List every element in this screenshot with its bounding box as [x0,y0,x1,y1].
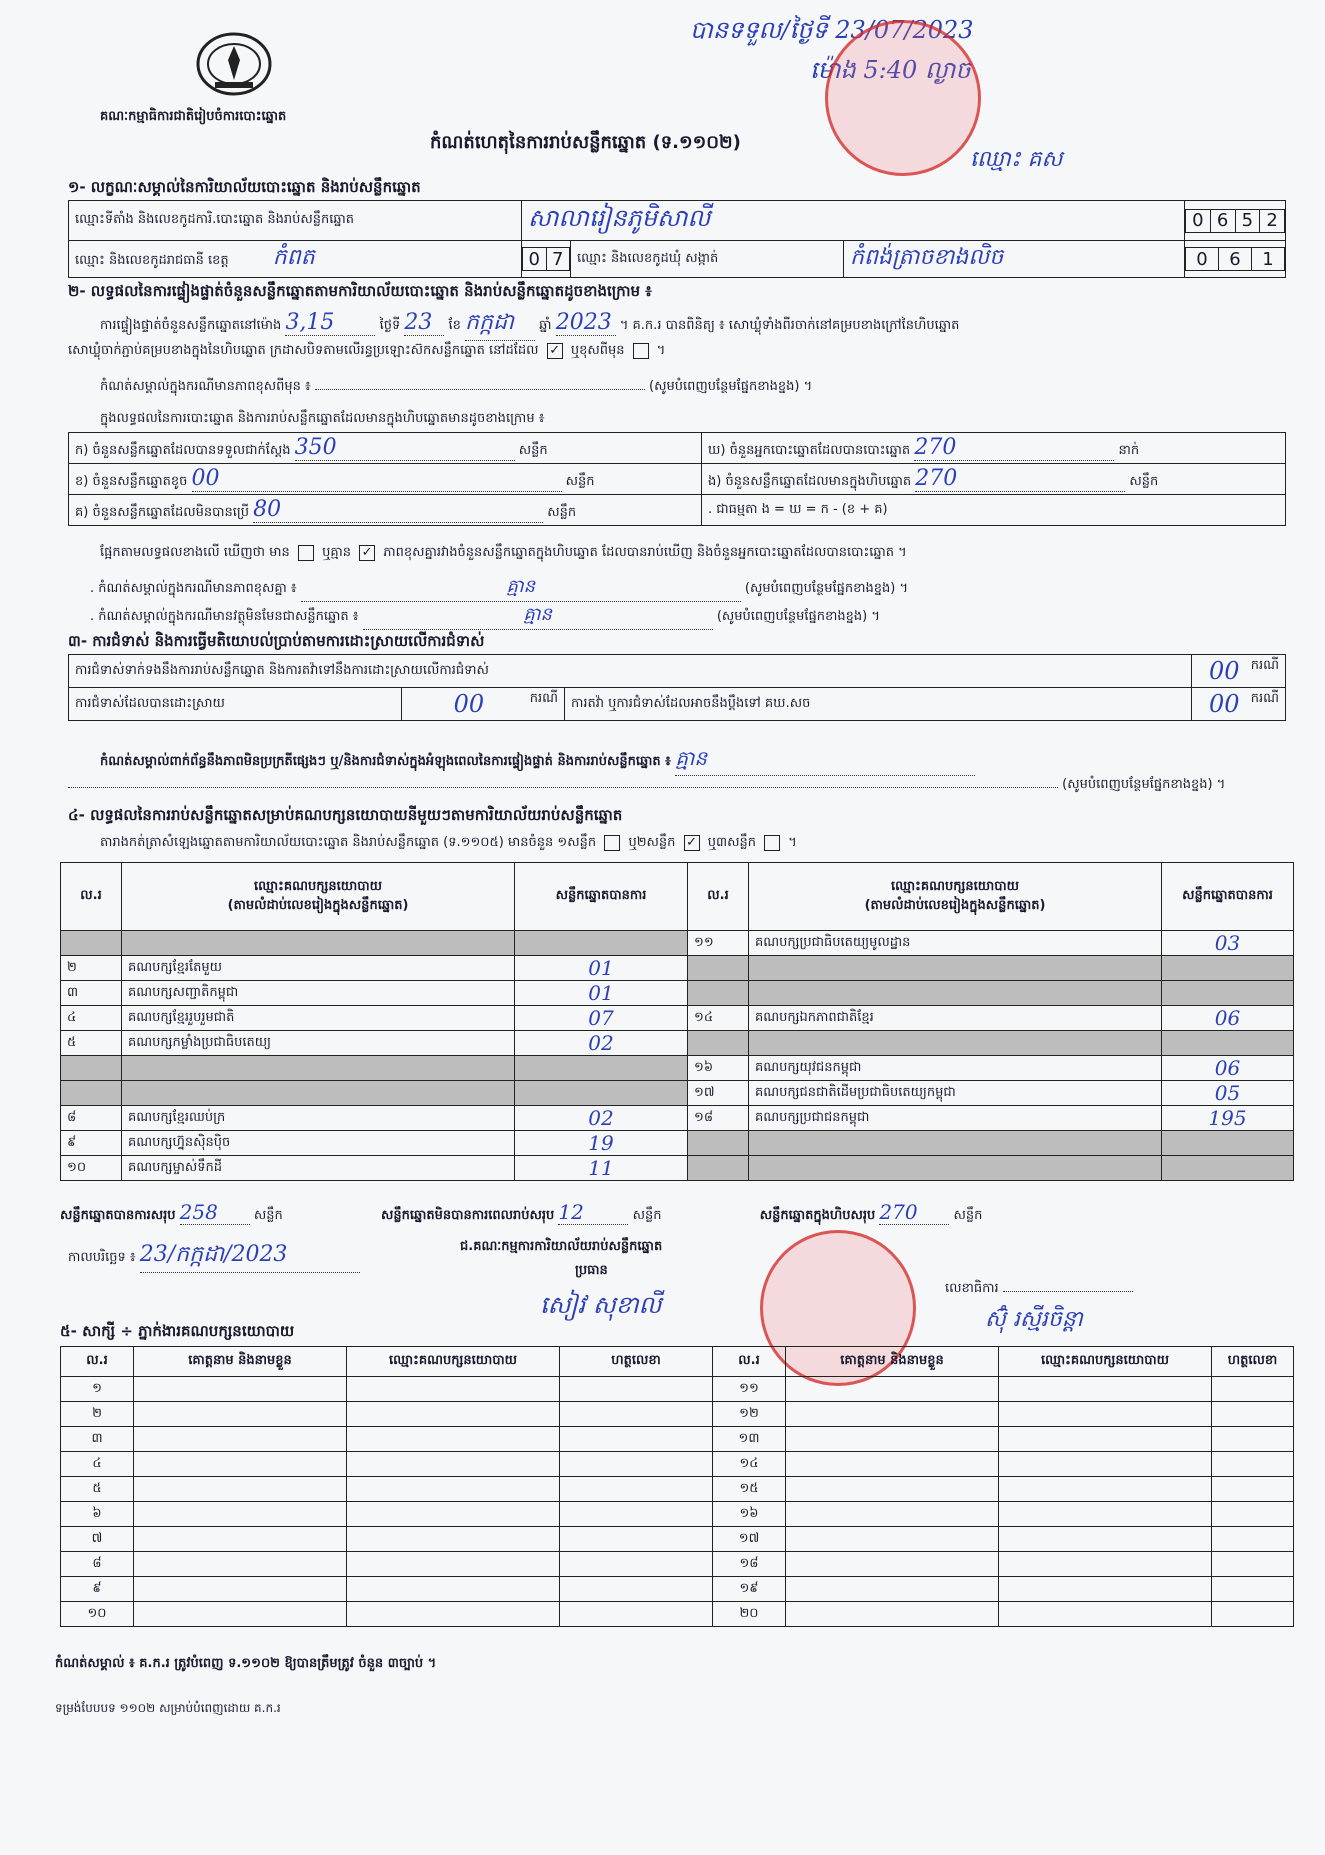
party-name [749,1131,1162,1156]
party-no [61,1081,122,1106]
page-title: កំណត់ហេតុនៃការរាប់សន្លឹកឆ្នោត (ទ.១១០២) [430,132,741,153]
has-diff-checkbox[interactable] [298,545,314,561]
col-party: ឈ្មោះគណបក្សនយោបាយ [347,1347,560,1377]
witness-no: ៤ [61,1452,134,1477]
party-name [122,1056,515,1081]
witness-cell[interactable] [999,1502,1212,1527]
witness-row [61,1502,1294,1527]
party-row [61,1056,1294,1081]
witness-cell[interactable] [134,1527,347,1552]
party-row [61,981,1294,1006]
col-votes: សន្លឹកឆ្នោតបានការ [1162,863,1294,931]
col-sign: ហត្ថលេខា [560,1347,713,1377]
witness-cell[interactable] [560,1577,713,1602]
party-votes [1162,1131,1294,1156]
witness-cell[interactable] [134,1552,347,1577]
one-sheet-checkbox[interactable] [604,835,620,851]
witness-no: ៣ [61,1427,134,1452]
party-row [61,1081,1294,1106]
witness-table [60,1346,1294,1627]
committee-title: ជ.គណៈកម្មការការិយាល័យរាប់សន្លឹកឆ្នោត [460,1239,663,1254]
witness-cell[interactable] [1212,1527,1294,1552]
witness-cell[interactable] [134,1602,347,1627]
two-sheet-checkbox[interactable]: ✓ [684,835,700,851]
col-no: ល.រ [688,863,749,931]
total-box-value: 270 [879,1200,949,1225]
discrepancy-line: ផ្អែកតាមលទ្ធផលខាងលើ ឃើញថា មាន ឬគ្មាន ✓ ភាពខុសគ្នារវាងចំនួនសន្លឹកឆ្នោតក្នុងហិបឆ្នោត ដែលបានរាប់ឃើញ និងចំនួនអ្នកបោះឆ្នោតដែលបានបោះឆ្នោត ។ [100,544,907,560]
col-party: ឈ្មោះគណបក្សនយោបាយ (តាមលំដាប់លេខរៀងក្នុងសន្លឹកឆ្នោត) [122,863,515,931]
party-name [749,981,1162,1006]
party-name: គណបក្សសញ្ជាតិកម្ពុជា [122,981,515,1006]
lock-line: សោឃ្លុំចាក់ភ្ជាប់គម្របខាងក្នុងនៃហិបឆ្នោត ក្រដាសបិទតាមលើរន្ធប្រឡោះស៊កសន្លឹកឆ្នោត នៅដដែល ✓ ឬខុសពីមុន ។ [68,342,666,358]
received-time: ម៉ោង 5:40 ល្ងាច [810,56,971,84]
objection-label: ការជំទាស់ទាក់ទងនឹងការរាប់សន្លឹកឆ្នោត និងការតវ៉ាទៅនឹងការដោះស្រាយលើការជំទាស់ [69,655,1192,688]
party-no: ៥ [61,1031,122,1056]
witness-cell[interactable] [999,1602,1212,1627]
witness-cell[interactable] [786,1577,999,1602]
party-votes: 06 [1162,1006,1294,1031]
witness-cell[interactable] [560,1402,713,1427]
party-name [749,1156,1162,1181]
section1-heading: ១- លក្ខណៈសម្គាល់នៃការិយាល័យបោះឆ្នោត និងរាប់សន្លឹកឆ្នោត [68,178,421,196]
box-ballots-value: 270 [915,466,1125,492]
province-code: 0 7 [522,247,570,271]
section4-heading: ៤- លទ្ធផលនៃការរាប់សន្លឹកឆ្នោតសម្រាប់គណបក្សនយោបាយនីមួយៗតាមការិយាល័យរាប់សន្លឹកឆ្នោត [68,806,623,824]
formula: . ជាធម្មតា ង = ឃ = ក - (ខ + គ) [702,495,1286,526]
same-checkbox[interactable]: ✓ [547,343,563,359]
witness-cell[interactable] [999,1402,1212,1427]
witness-cell[interactable] [560,1602,713,1627]
witness-cell[interactable] [560,1477,713,1502]
witness-no: ១៤ [713,1452,786,1477]
official-stamp-top [825,20,981,176]
party-name: គណបក្សខ្មែររួបរួមជាតិ [122,1006,515,1031]
witness-cell[interactable] [1212,1477,1294,1502]
three-sheet-checkbox[interactable] [764,835,780,851]
box-ballots: ង) ចំនួនសន្លឹកឆ្នោតដែលមានក្នុងហិបឆ្នោត 270 សន្លឹក [702,464,1286,495]
witness-row [61,1477,1294,1502]
party-votes: 06 [1162,1056,1294,1081]
witness-cell[interactable] [347,1552,560,1577]
party-row [61,1006,1294,1031]
witness-cell[interactable] [1212,1377,1294,1402]
party-name: គណបក្សខ្មែរឈប់ក្រ [122,1106,515,1131]
party-no: ១៤ [688,1006,749,1031]
party-votes: 19 [515,1131,688,1156]
diff-note: . កំណត់សម្គាល់ក្នុងករណីមានភាពខុសគ្នា ៖ គ្មាន (សូមបំពេញបន្ថែមផ្នែកខាងខ្នង) ។ [90,574,908,602]
witness-cell[interactable] [1212,1452,1294,1477]
chair-signature: សៀវ សុខាលី [540,1291,662,1319]
witness-cell[interactable] [999,1577,1212,1602]
party-no: ១៨ [688,1106,749,1131]
party-votes [1162,1156,1294,1181]
witness-cell[interactable] [786,1602,999,1627]
witness-cell[interactable] [560,1452,713,1477]
col-votes: សន្លឹកឆ្នោតបានការ [515,863,688,931]
witness-cell[interactable] [786,1477,999,1502]
party-votes: 11 [515,1156,688,1181]
witness-cell[interactable] [347,1377,560,1402]
col-party: ឈ្មោះគណបក្សនយោបាយ [999,1347,1212,1377]
witness-cell[interactable] [786,1377,999,1402]
party-no: ១៦ [688,1056,749,1081]
party-no [688,956,749,981]
witness-row [61,1552,1294,1577]
party-votes [515,1081,688,1106]
sheet-count-line: តារាងកត់ត្រាសំឡេងឆ្នោតតាមការិយាល័យបោះឆ្នោត និងរាប់សន្លឹកឆ្នោត (ទ.១១០៥) មានចំនួន ១សន្លឹក ឬ២សន្លឹក ✓ ឬ៣សន្លឹក ។ [100,834,797,850]
location-value: សាលារៀនភូមិសាលី [522,201,1185,241]
party-votes: 02 [515,1031,688,1056]
witness-cell[interactable] [560,1527,713,1552]
resolved-label: ការជំទាស់ដែលបានដោះស្រាយ [69,688,402,721]
appeal-value: 00 ករណី [1191,688,1285,721]
witness-no: ៥ [61,1477,134,1502]
party-votes [515,931,688,956]
party-no: ១០ [61,1156,122,1181]
witness-cell[interactable] [347,1577,560,1602]
location-code: 0 6 5 2 [1185,209,1285,233]
witness-no: ១៦ [713,1502,786,1527]
witness-cell[interactable] [999,1377,1212,1402]
party-results-table [60,862,1294,1181]
witness-row [61,1427,1294,1452]
witness-cell[interactable] [1212,1402,1294,1427]
party-no [688,1031,749,1056]
party-name: គណបក្សម្ចាស់ទឹកដី [122,1156,515,1181]
witness-cell[interactable] [134,1377,347,1402]
witness-no: ១២ [713,1402,786,1427]
emblem-icon [195,30,273,98]
col-no: ល.រ [713,1347,786,1377]
voters-count: ឃ) ចំនួនអ្នកបោះឆ្នោតដែលបានបោះឆ្នោត 270 នាក់ [702,433,1286,464]
province-value: កំពត [272,245,315,270]
witness-cell[interactable] [1212,1602,1294,1627]
col-party: ឈ្មោះគណបក្សនយោបាយ (តាមលំដាប់លេខរៀងក្នុងសន្លឹកឆ្នោត) [749,863,1162,931]
witness-no: ១៩ [713,1577,786,1602]
witness-cell[interactable] [560,1427,713,1452]
section3-heading: ៣- ការជំទាស់ និងការធ្វើមតិយោបល់ប្រាប់តាមការដោះស្រាយលើការជំទាស់ [68,632,485,650]
witness-cell[interactable] [134,1402,347,1427]
witness-cell[interactable] [786,1402,999,1427]
irregularity-note: កំណត់សម្គាល់ពាក់ព័ន្ធនឹងភាពមិនប្រក្រតីផ្សេងៗ ឬ/និងការជំទាស់ក្នុងអំឡុងពេលនៃការផ្ទៀងផ្ទាត់ និងការរាប់សន្លឹកឆ្នោត ៖ គ្មាន [100,745,975,776]
witness-cell[interactable] [560,1377,713,1402]
party-name: គណបក្សខ្មែរតែមួយ [122,956,515,981]
changed-checkbox[interactable] [633,343,649,359]
witness-cell[interactable] [1212,1502,1294,1527]
witness-cell[interactable] [786,1502,999,1527]
witness-no: ១០ [61,1602,134,1627]
party-votes: 02 [515,1106,688,1131]
party-name: គណបក្សប្រជាជនកម្ពុជា [749,1106,1162,1131]
secretary-signature: ស៊ុំ រស្មីរចិន្ដា [985,1307,1083,1332]
objection-table [68,654,1286,721]
party-votes [1162,1031,1294,1056]
party-no: ១៧ [688,1081,749,1106]
secretary-label: លេខាធិការ [945,1280,1133,1299]
unused-ballots: គ) ចំនួនសន្លឹកឆ្នោតដែលមិនបានប្រើ 80 សន្លឹក [69,495,702,526]
footer-note: កំណត់សម្គាល់ ៖ គ.ក.រ ត្រូវបំពេញ ទ.១១០២ ឱ្យបានត្រឹមត្រូវ ចំនួន ៣ច្បាប់ ។ [55,1656,437,1671]
party-votes [1162,956,1294,981]
witness-cell[interactable] [786,1427,999,1452]
witness-cell[interactable] [999,1477,1212,1502]
col-name: គោត្តនាម និងនាមខ្លួន [134,1347,347,1377]
col-sign: ហត្ថលេខា [1212,1347,1294,1377]
party-no: ២ [61,956,122,981]
party-row [61,1106,1294,1131]
received-ballots: ក) ចំនួនសន្លឹកឆ្នោតដែលបានទទួលជាក់ស្តែង 350 សន្លឹក [69,433,702,464]
commune-label: ឈ្មោះ និងលេខកូដឃុំ សង្កាត់ [571,241,844,278]
appeal-label: ការតវ៉ា ឬការជំទាស់ដែលអាចនឹងប្តឹងទៅ គឃ.សច [565,688,1192,721]
party-name: គណបក្សប្រជាធិបតេយ្យមូលដ្ឋាន [749,931,1162,956]
witness-cell[interactable] [560,1502,713,1527]
change-note-line: កំណត់សម្គាល់ក្នុងករណីមានភាពខុសពីមុន ៖ (សូមបំពេញបន្ថែមផ្នែកខាងខ្នង) ។ [100,379,813,394]
party-votes: 03 [1162,931,1294,956]
party-row [61,931,1294,956]
party-votes: 195 [1162,1106,1294,1131]
witness-cell[interactable] [134,1427,347,1452]
location-label: ឈ្មោះទីតាំង និងលេខកូដការិ.បោះឆ្នោត និងរាប់សន្លឹកឆ្នោត [69,201,522,241]
received-ballots-value: 350 [295,435,515,461]
party-no [688,981,749,1006]
witness-cell[interactable] [560,1552,713,1577]
party-name: គណបក្សជនជាតិដើមប្រជាធិបតេយ្យកម្ពុជា [749,1081,1162,1106]
spoiled-ballots: ខ) ចំនួនសន្លឹកឆ្នោតខូច 00 សន្លឹក [69,464,702,495]
party-no: ៩ [61,1131,122,1156]
party-row [61,1031,1294,1056]
totals-line: សន្លឹកឆ្នោតបានការសរុប 258 សន្លឹក សន្លឹកឆ្នោតមិនបានការពេលរាប់សរុប 12 សន្លឹក សន្លឹកឆ្នោតក្នុងហិបសរុប 270 សន្លឹក [60,1200,983,1224]
party-name [122,1081,515,1106]
party-votes: 05 [1162,1081,1294,1106]
witness-cell[interactable] [134,1452,347,1477]
party-votes: 07 [515,1006,688,1031]
form-code: ទម្រង់បែបបទ ១១០២ សម្រាប់បំពេញដោយ គ.ក.រ [55,1701,281,1715]
spoiled-ballots-value: 00 [192,466,562,492]
party-row [61,1131,1294,1156]
witness-cell[interactable] [347,1602,560,1627]
date-value: 23/កក្កដា/2023 [140,1240,360,1273]
section2-heading: ២- លទ្ធផលនៃការផ្ទៀងផ្ទាត់ចំនួនសន្លឹកឆ្នោតតាមការិយាល័យបោះឆ្នោត និងរាប់សន្លឹកឆ្នោតដូចខាងក្រោម ៖ [68,282,652,300]
witness-cell[interactable] [786,1527,999,1552]
witness-row [61,1452,1294,1477]
commune-code: 0 6 1 [1185,247,1285,271]
party-no [61,931,122,956]
party-row [61,1156,1294,1181]
witness-cell[interactable] [347,1452,560,1477]
party-no: ៨ [61,1106,122,1131]
party-name: គណបក្សកម្លាំងប្រជាធិបតេយ្យ [122,1031,515,1056]
party-name [749,1031,1162,1056]
col-name: គោត្តនាម និងនាមខ្លួន [786,1347,999,1377]
witness-no: ១១ [713,1377,786,1402]
received-note: បានទទួល/ថ្ងៃទី 23/07/2023 [690,16,974,44]
voters-count-value: 270 [914,435,1114,461]
party-name: គណបក្សយុវជនកម្ពុជា [749,1056,1162,1081]
commune-value: កំពង់ត្រាចខាងលិច [844,241,1185,278]
witness-no: ៨ [61,1552,134,1577]
party-no [688,1156,749,1181]
witness-no: ១៨ [713,1552,786,1577]
party-no [688,1131,749,1156]
witness-cell[interactable] [347,1527,560,1552]
witness-row [61,1377,1294,1402]
witness-cell[interactable] [999,1527,1212,1552]
irregularity-note-line2: (សូមបំពេញបន្ថែមផ្នែកខាងខ្នង) ។ [68,776,1288,795]
witness-cell[interactable] [999,1552,1212,1577]
witness-cell[interactable] [134,1577,347,1602]
witness-cell[interactable] [1212,1577,1294,1602]
witness-cell[interactable] [347,1427,560,1452]
witness-no: ១៥ [713,1477,786,1502]
received-by: ឈ្មោះ គស [970,147,1063,172]
witness-cell[interactable] [347,1402,560,1427]
province-label: ឈ្មោះ និងលេខកូដរាជធានី ខេត្ត កំពត [69,241,522,278]
col-no: ល.រ [61,1347,134,1377]
objection-value: 00 ករណី [1191,655,1285,688]
witness-cell[interactable] [1212,1427,1294,1452]
chair-label: ប្រធាន [575,1263,608,1278]
witness-no: ១៣ [713,1427,786,1452]
witness-cell[interactable] [999,1427,1212,1452]
witness-row [61,1402,1294,1427]
witness-no: ១ [61,1377,134,1402]
date-line: កាលបរិច្ឆេទ ៖ 23/កក្កដា/2023 [68,1240,360,1273]
verify-line: ការផ្ទៀងផ្ទាត់ចំនួនសន្លឹកឆ្នោតនៅម៉ោង 3,15 ថ្ងៃទី 23 ខែ កក្កដា ឆ្នាំ 2023 ។ គ.ក.រ បានពិនិត្យ ៖ សោឃ្លុំទាំងពីរចាក់នៅគម្របខាងក្រៅនៃហិបឆ្នោត [100,308,1290,341]
party-name: គណបក្សហ្វ៊ុនស៊ិនប៉ិច [122,1131,515,1156]
witness-row [61,1577,1294,1602]
resolved-value: 00 ករណី [402,688,565,721]
witness-no: ២ [61,1402,134,1427]
section5-heading: ៥- សាក្សី ÷ ភ្នាក់ងារគណបក្សនយោបាយ [60,1322,295,1340]
witness-no: ៩ [61,1577,134,1602]
party-votes: 01 [515,956,688,981]
total-invalid-value: 12 [558,1200,628,1225]
total-valid-value: 258 [180,1200,250,1225]
witness-cell[interactable] [134,1502,347,1527]
party-votes: 01 [515,981,688,1006]
party-name [749,956,1162,981]
count-table [68,432,1286,526]
witness-cell[interactable] [786,1552,999,1577]
location-table [68,200,1286,278]
unused-ballots-value: 80 [253,497,543,523]
witness-cell[interactable] [134,1477,347,1502]
party-no: ៤ [61,1006,122,1031]
party-votes [1162,981,1294,1006]
party-no: ១១ [688,931,749,956]
foreign-object-note: . កំណត់សម្គាល់ក្នុងករណីមានវត្ថុមិនមែនជាសន្លឹកឆ្នោត ៖ គ្មាន (សូមបំពេញបន្ថែមផ្នែកខាងខ្នង) ។ [90,602,880,630]
party-row [61,956,1294,981]
party-name: គណបក្សឯកភាពជាតិខ្មែរ [749,1006,1162,1031]
witness-no: ១៧ [713,1527,786,1552]
no-diff-checkbox[interactable]: ✓ [359,545,375,561]
witness-no: ២០ [713,1602,786,1627]
witness-no: ៦ [61,1502,134,1527]
witness-cell[interactable] [347,1502,560,1527]
party-no [61,1056,122,1081]
col-no: ល.រ [61,863,122,931]
org-name: គណៈកម្មាធិការជាតិរៀបចំការបោះឆ្នោត [100,109,287,124]
party-name [122,931,515,956]
witness-row [61,1527,1294,1552]
result-intro: ក្នុងលទ្ធផលនៃការបោះឆ្នោត និងការរាប់សន្លឹកឆ្នោតដែលមានក្នុងហិបឆ្នោតមានដូចខាងក្រោម ៖ [100,411,545,426]
party-votes [515,1056,688,1081]
witness-cell[interactable] [999,1452,1212,1477]
witness-cell[interactable] [347,1477,560,1502]
party-no: ៣ [61,981,122,1006]
witness-cell[interactable] [1212,1552,1294,1577]
witness-cell[interactable] [786,1452,999,1477]
witness-no: ៧ [61,1527,134,1552]
witness-row [61,1602,1294,1627]
